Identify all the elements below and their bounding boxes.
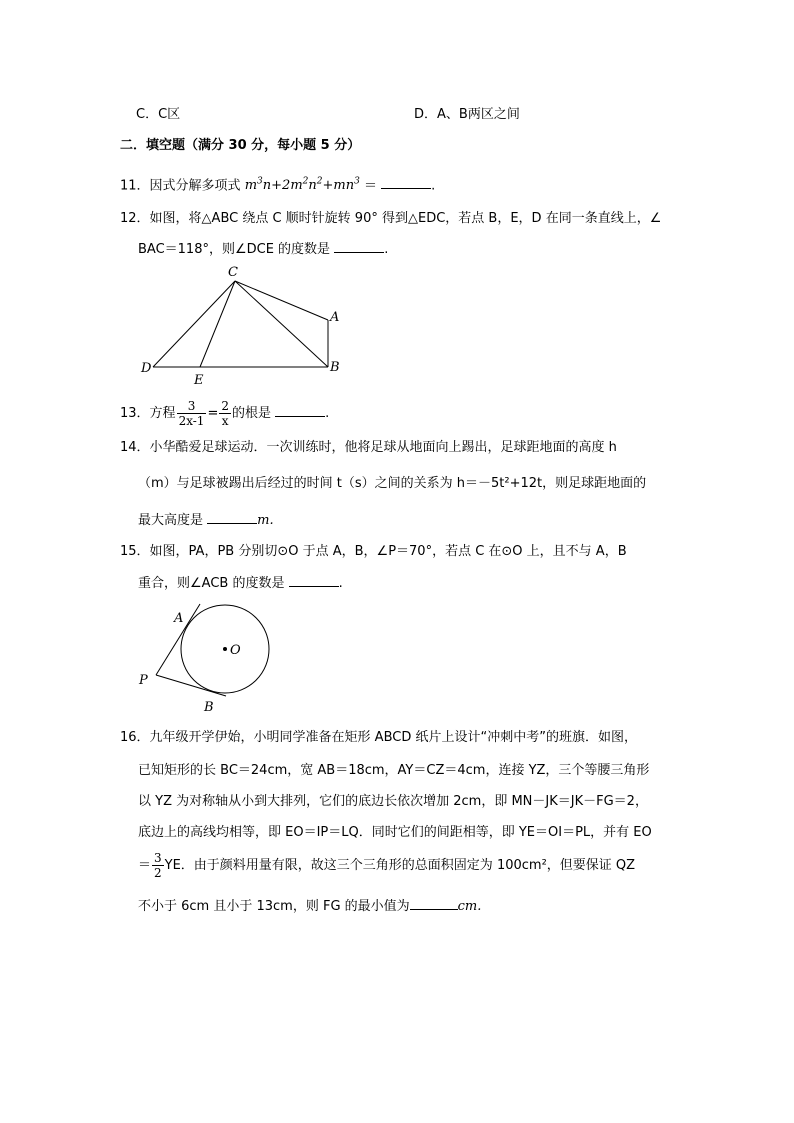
polynomial-expression: $m^3n+2m^2n^2+mn^3$ — [244, 177, 360, 194]
label-e: E — [194, 373, 204, 387]
label-a: A — [174, 611, 184, 626]
circle-tangent-figure — [134, 598, 279, 716]
label-p: P — [139, 673, 148, 688]
question-14-line2: （m）与足球被踢出后经过的时间 t（s）之间的关系为 h＝－5t²+12t，则足球距地面的 — [138, 476, 647, 491]
label-b: B — [204, 700, 214, 715]
question-15-line2: 重合，则∠ACB 的度数是 . — [138, 576, 343, 591]
question-number: 16． — [120, 730, 150, 745]
answer-blank — [410, 897, 458, 910]
center-dot — [223, 647, 227, 651]
question-number: 13． — [120, 406, 150, 421]
fraction-1: $\frac{3}{2x-1}$ — [178, 399, 205, 428]
question-number: 14． — [120, 440, 150, 455]
option-c: C．C区 — [136, 107, 181, 122]
question-text: 因式分解多项式 — [149, 178, 241, 194]
question-12-line2: BAC＝118°，则∠DCE 的度数是 . — [138, 242, 389, 257]
section-heading: 二．填空题（满分 30 分，每小题 5 分） — [120, 138, 361, 153]
question-14-line3: 最大高度是 m. — [138, 513, 274, 528]
question-16-line2: 已知矩形的长 BC＝24cm，宽 AB＝18cm，AY＝CZ＝4cm，连接 YZ，三个等腰三角形 — [138, 763, 650, 778]
segment-cd — [153, 281, 235, 367]
label-c: C — [228, 265, 238, 280]
answer-blank — [381, 176, 431, 189]
question-12-line1: 12．如图，将△ABC 绕点 C 顺时针旋转 90° 得到△EDC，若点 B，E，D 在同一条直线上，∠ — [120, 211, 662, 226]
label-d: D — [141, 361, 152, 376]
option-d: D．A、B两区之间 — [414, 107, 520, 122]
question-number: 12． — [120, 211, 150, 226]
question-11: 11．因式分解多项式 $m^3n+2m^2n^2+mn^3$ ＝ . — [120, 177, 436, 194]
label-a: A — [330, 310, 340, 325]
segment-ce — [200, 281, 235, 367]
answer-blank — [207, 511, 257, 524]
triangle-figure — [138, 262, 348, 387]
fraction-2: $\frac{2}{x}$ — [221, 399, 229, 428]
question-16-line6: 不小于 6cm 且小于 13cm，则 FG 的最小值为 cm. — [138, 899, 482, 914]
question-14-line1: 14．小华酷爱足球运动．一次训练时，他将足球从地面向上踢出，足球距地面的高度 h — [120, 440, 617, 455]
question-number: 11． — [120, 178, 150, 194]
fraction-3-2: $\frac{3}{2}$ — [154, 851, 162, 880]
segment-cb — [235, 281, 328, 367]
answer-blank — [334, 240, 384, 253]
question-16-line5: ＝ $\frac{3}{2}$ YE．由于颜料用量有限，故这三个三角形的总面积固定为 100cm²，但要保证 QZ — [138, 851, 636, 880]
question-16-line3: 以 YZ 为对称轴从小到大排列，它们的底边长依次增加 2cm，即 MN－JK＝JK－FG＝2， — [138, 794, 648, 809]
tangent-pb — [156, 675, 226, 696]
label-o: O — [230, 643, 241, 658]
answer-blank — [275, 404, 325, 417]
label-b: B — [330, 360, 340, 375]
question-16-line1: 16．九年级开学伊始，小明同学准备在矩形 ABCD 纸片上设计“冲刺中考”的班旗．如图， — [120, 730, 637, 745]
segment-ca — [235, 281, 328, 320]
question-number: 15． — [120, 544, 150, 559]
answer-blank — [289, 574, 339, 587]
question-13: 13．方程 $\frac{3}{2x-1}$ = $\frac{2}{x}$ 的根是 . — [120, 399, 330, 428]
question-15-line1: 15．如图，PA，PB 分别切⊙O 于点 A，B，∠P＝70°，若点 C 在⊙O 上，且不与 A，B — [120, 544, 627, 559]
question-16-line4: 底边上的高线均相等，即 EO＝IP＝LQ．同时它们的间距相等，即 YE＝OI＝PL，并有 EO — [138, 825, 652, 840]
